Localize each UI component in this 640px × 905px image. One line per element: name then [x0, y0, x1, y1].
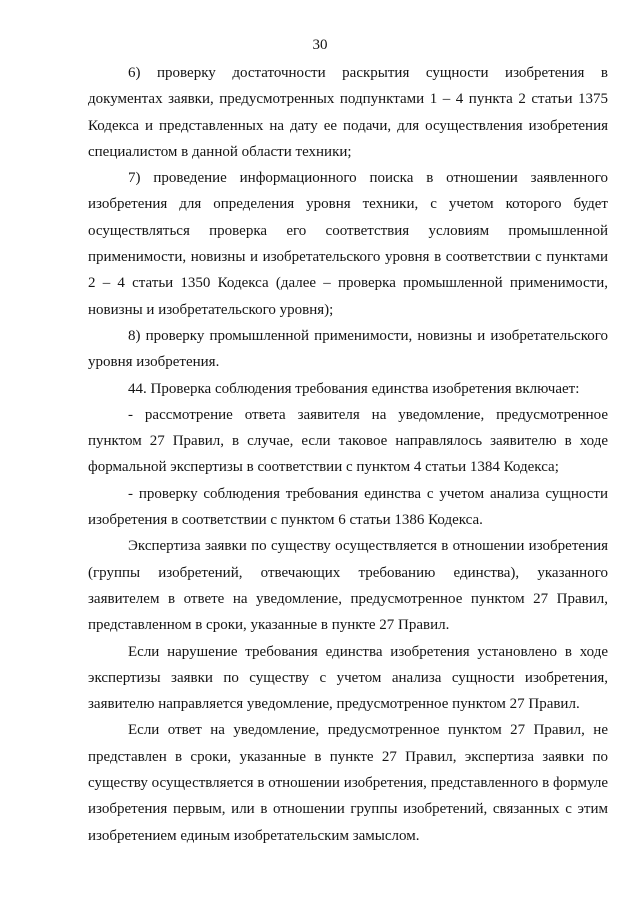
document-body — [88, 60, 608, 849]
paragraph-item-6: 6) проверку достаточности раскрытия сущности изобретения в документах заявки, предусмотренных подпунктами 1 – 4 пункта 2 статьи 1375 Кодекса и представленных на дату ее подачи, для осуществления изобретения специалистом в данной области техники; — [88, 65, 608, 160]
page-number: 30 — [312, 37, 328, 53]
paragraph-dash-item-2: - проверку соблюдения требования единства с учетом анализа сущности изобретения в соответствии с пунктом 6 статьи 1386 Кодекса. — [88, 485, 608, 529]
paragraph-section-44: 44. Проверка соблюдения требования единства изобретения включает: — [128, 380, 580, 397]
paragraph-no-response: Если ответ на уведомление, предусмотренное пунктом 27 Правил, не представлен в сроки, указанные в пункте 27 Правил, экспертиза заявки по существу осуществляется в отношении изобретения, представленного в формуле изобретения первым, или в отношении группы изобретений, связанных с этим изобретением единым изобретательским замыслом. — [88, 722, 608, 844]
paragraph-item-7: 7) проведение информационного поиска в отношении заявленного изобретения для определения уровня техники, с учетом которого будет осуществляться проверка его соответствия условиям промышленной применимости, новизны и изобретательского уровня в соответствии с пунктами 2 – 4 статьи 1350 Кодекса (далее – проверка промышленной применимости, новизны и изобретательского уровня); — [88, 170, 608, 318]
paragraph-dash-item-1: - рассмотрение ответа заявителя на уведомление, предусмотренное пунктом 27 Правил, в случае, если таковое направлялось заявителю в ходе формальной экспертизы в соответствии с пунктом 4 статьи 1384 Кодекса; — [88, 406, 608, 476]
paragraph-unity-violation: Если нарушение требования единства изобретения установлено в ходе экспертизы заявки по существу с учетом анализа сущности изобретения, заявителю направляется уведомление, предусмотренное пунктом 27 Правил. — [88, 643, 608, 713]
paragraph-item-8: 8) проверку промышленной применимости, новизны и изобретательского уровня изобретения. — [88, 327, 608, 371]
paragraph-examination-scope: Экспертиза заявки по существу осуществляется в отношении изобретения (группы изобретений, отвечающих требованию единства), указанного заявителем в ответе на уведомление, предусмотренное пунктом 27 Правил, представленном в сроки, указанные в пункте 27 Правил. — [88, 538, 608, 634]
